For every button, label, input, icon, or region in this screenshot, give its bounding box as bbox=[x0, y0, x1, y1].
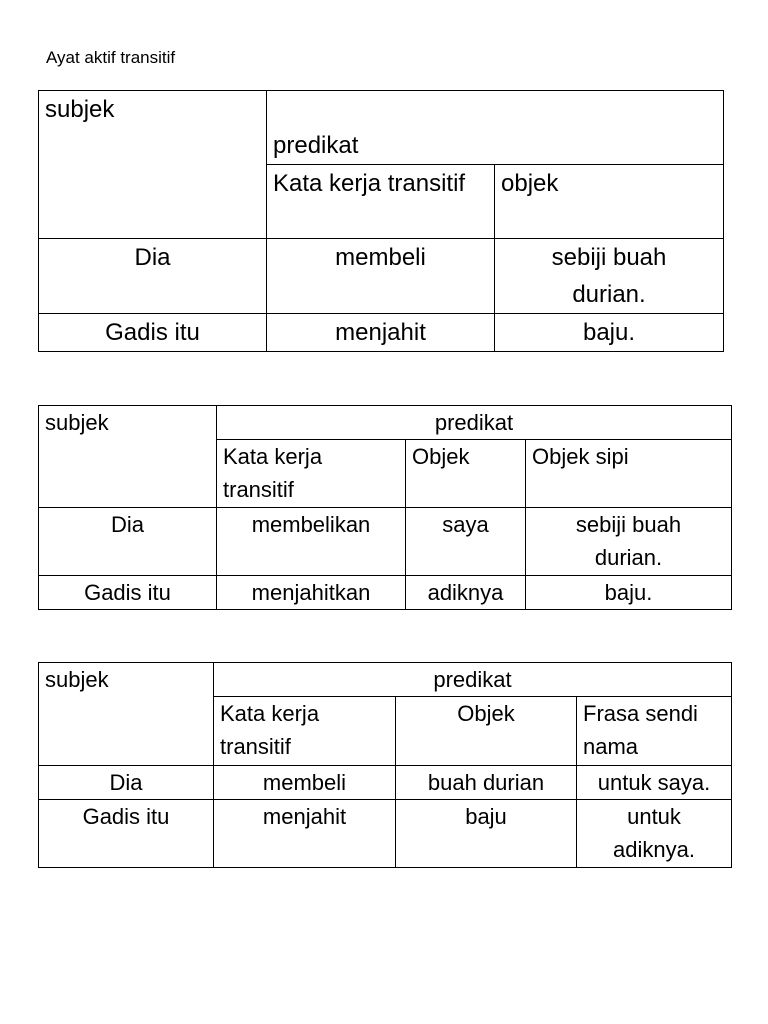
cell-kata-kerja: menjahit bbox=[267, 314, 495, 352]
cell-objek: baju. bbox=[495, 314, 724, 352]
table-aktif-transitif bbox=[38, 90, 724, 352]
header-kata-kerja: Kata kerja transitif bbox=[214, 697, 396, 766]
cell-objek-sipi: sebiji buah durian. bbox=[526, 508, 732, 576]
header-objek: Objek bbox=[396, 697, 577, 766]
cell-kata-kerja: membeli bbox=[267, 239, 495, 314]
header-frasa-sendi: Frasa sendi nama bbox=[577, 697, 732, 766]
cell-objek: adiknya bbox=[406, 576, 526, 610]
cell-subjek: Dia bbox=[39, 766, 214, 800]
table-row bbox=[39, 239, 724, 314]
table-objek-sipi bbox=[38, 405, 732, 610]
cell-frasa-sendi: untuk saya. bbox=[577, 766, 732, 800]
header-objek: objek bbox=[495, 165, 724, 239]
table-row bbox=[39, 314, 724, 352]
cell-objek: sebiji buah durian. bbox=[495, 239, 724, 314]
header-predikat: predikat bbox=[214, 663, 732, 697]
header-predikat: predikat bbox=[267, 91, 724, 165]
cell-kata-kerja: membeli bbox=[214, 766, 396, 800]
header-kata-kerja: Kata kerja transitif bbox=[267, 165, 495, 239]
cell-objek: saya bbox=[406, 508, 526, 576]
header-kata-kerja: Kata kerja transitif bbox=[217, 440, 406, 508]
cell-subjek: Dia bbox=[39, 239, 267, 314]
cell-subjek: Gadis itu bbox=[39, 576, 217, 610]
table-header-row bbox=[39, 663, 732, 697]
header-predikat: predikat bbox=[217, 406, 732, 440]
table-row bbox=[39, 508, 732, 576]
table-header-row bbox=[39, 91, 724, 165]
cell-subjek: Gadis itu bbox=[39, 314, 267, 352]
page-title: Ayat aktif transitif bbox=[46, 48, 176, 67]
header-objek-sipi: Objek sipi bbox=[526, 440, 732, 508]
cell-kata-kerja: menjahit bbox=[214, 800, 396, 868]
header-subjek: subjek bbox=[39, 91, 267, 239]
cell-subjek: Dia bbox=[39, 508, 217, 576]
table-row bbox=[39, 800, 732, 868]
cell-objek: buah durian bbox=[396, 766, 577, 800]
table-frasa-sendi-nama bbox=[38, 662, 732, 868]
cell-objek-sipi: baju. bbox=[526, 576, 732, 610]
table-row bbox=[39, 576, 732, 610]
table-row bbox=[39, 766, 732, 800]
cell-subjek: Gadis itu bbox=[39, 800, 214, 868]
cell-kata-kerja: membelikan bbox=[217, 508, 406, 576]
header-subjek: subjek bbox=[39, 663, 214, 766]
cell-kata-kerja: menjahitkan bbox=[217, 576, 406, 610]
table-header-row bbox=[39, 406, 732, 440]
header-subjek: subjek bbox=[39, 406, 217, 508]
header-objek: Objek bbox=[406, 440, 526, 508]
cell-objek: baju bbox=[396, 800, 577, 868]
cell-frasa-sendi: untuk adiknya. bbox=[577, 800, 732, 868]
